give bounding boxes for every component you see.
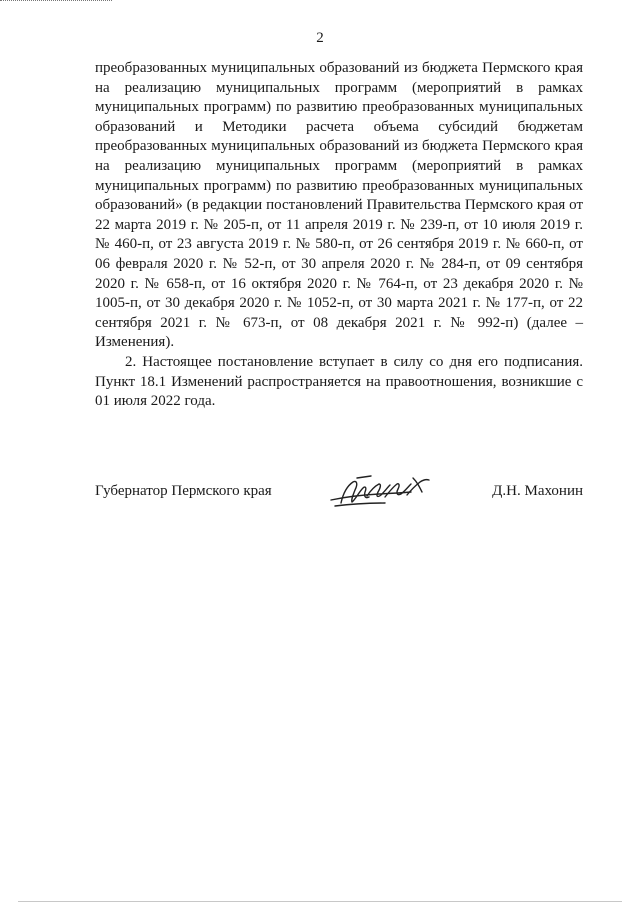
- signatory-name: Д.Н. Махонин: [492, 483, 583, 499]
- paragraph-continuation: преобразованных муниципальных образований из бюджета Пермского края на реализацию муниципальных программ (мероприятий в рамках муниципальных программ) по развитию преобразованных муниципальных образований и Методики расчета объема субсидий бюджетам преобразованных муниципальных образований из бюджета Пермского края на реализацию муниципальных программ (мероприятий в рамках муниципальных программ) по развитию преобразованных муниципальных образований» (в редакции постановлений Правительства Пермского края от 22 марта 2019 г. № 205-п, от 11 апреля 2019 г. № 239-п, от 10 июля 2019 г. № 460-п, от 23 августа 2019 г. № 580-п, от 26 сентября 2019 г. № 660-п, от 06 февраля 2020 г. № 52-п, от 30 апреля 2020 г. № 284-п, от 09 сентября 2020 г. № 658-п, от 16 октября 2020 г. № 764-п, от 23 декабря 2020 г. № 1005-п, от 30 декабря 2020 г. № 1052-п, от 30 марта 2021 г. № 177-п, от 22 сентября 2021 г. № 673-п, от 08 декабря 2021 г. № 992-п) (далее – Изменения).: [95, 60, 583, 351]
- document-body: [95, 59, 583, 412]
- signature-block: [95, 470, 583, 520]
- bottom-edge-rule: [18, 901, 622, 902]
- signatory-title: Губернатор Пермского края: [95, 483, 272, 499]
- paragraph-effective-date: 2. Настоящее постановление вступает в силу со дня его подписания. Пункт 18.1 Изменений распространяется на правоотношения, возникшие с 01 июля 2022 года.: [95, 353, 583, 410]
- top-edge-rule: [0, 0, 112, 2]
- handwritten-signature: [327, 470, 435, 514]
- page-number: 2: [316, 30, 324, 46]
